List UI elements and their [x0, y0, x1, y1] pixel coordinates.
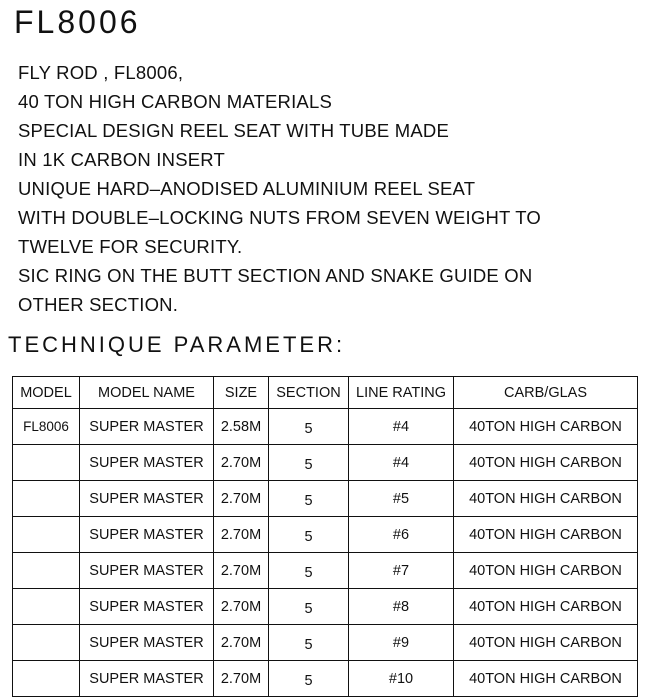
model-cell: FL8006 — [13, 409, 80, 445]
section-cell: 5 — [269, 517, 349, 553]
carb-glas-cell: 40TON HIGH CARBON — [454, 553, 638, 589]
feature-line: TWELVE FOR SECURITY. — [18, 236, 243, 257]
section-heading: TECHNIQUE PARAMETER: — [8, 332, 346, 357]
model-cell — [13, 589, 80, 625]
page-title: FL8006 — [14, 4, 141, 40]
size-cell: 2.70M — [214, 661, 269, 697]
line-rating-cell: #5 — [349, 481, 454, 517]
size-cell: 2.70M — [214, 445, 269, 481]
model-name-cell: SUPER MASTER — [80, 481, 214, 517]
section-cell: 5 — [269, 661, 349, 697]
line-rating-cell: #4 — [349, 445, 454, 481]
parameter-table — [12, 376, 638, 697]
feature-list — [18, 58, 541, 319]
feature-line: WITH DOUBLE–LOCKING NUTS FROM SEVEN WEIGHT TO — [18, 207, 541, 228]
carb-glas-cell: 40TON HIGH CARBON — [454, 409, 638, 445]
carb-glas-cell: 40TON HIGH CARBON — [454, 517, 638, 553]
table-header-row — [13, 377, 638, 409]
feature-line: 40 TON HIGH CARBON MATERIALS — [18, 91, 333, 112]
model-cell — [13, 625, 80, 661]
carb-glas-cell: 40TON HIGH CARBON — [454, 481, 638, 517]
model-name-cell: SUPER MASTER — [80, 625, 214, 661]
table-row — [13, 661, 638, 697]
column-header-section: SECTION — [269, 377, 349, 409]
size-cell: 2.70M — [214, 589, 269, 625]
section-cell: 5 — [269, 409, 349, 445]
section-cell: 5 — [269, 625, 349, 661]
feature-line: IN 1K CARBON INSERT — [18, 149, 226, 170]
model-cell — [13, 481, 80, 517]
carb-glas-cell: 40TON HIGH CARBON — [454, 661, 638, 697]
table-row — [13, 625, 638, 661]
table-row — [13, 589, 638, 625]
feature-line: FLY ROD , FL8006, — [18, 62, 184, 83]
model-cell — [13, 445, 80, 481]
column-header-model: MODEL — [13, 377, 80, 409]
table-row — [13, 517, 638, 553]
size-cell: 2.70M — [214, 517, 269, 553]
feature-line: UNIQUE HARD–ANODISED ALUMINIUM REEL SEAT — [18, 178, 476, 199]
model-name-cell: SUPER MASTER — [80, 409, 214, 445]
line-rating-cell: #8 — [349, 589, 454, 625]
feature-line: OTHER SECTION. — [18, 294, 179, 315]
table-row — [13, 553, 638, 589]
carb-glas-cell: 40TON HIGH CARBON — [454, 625, 638, 661]
size-cell: 2.70M — [214, 481, 269, 517]
section-cell: 5 — [269, 445, 349, 481]
size-cell: 2.70M — [214, 553, 269, 589]
size-cell: 2.70M — [214, 625, 269, 661]
line-rating-cell: #10 — [349, 661, 454, 697]
model-name-cell: SUPER MASTER — [80, 553, 214, 589]
column-header-line-rating: LINE RATING — [349, 377, 454, 409]
carb-glas-cell: 40TON HIGH CARBON — [454, 589, 638, 625]
feature-line: SIC RING ON THE BUTT SECTION AND SNAKE GUIDE ON — [18, 265, 533, 286]
model-cell — [13, 517, 80, 553]
section-cell: 5 — [269, 481, 349, 517]
model-name-cell: SUPER MASTER — [80, 517, 214, 553]
model-name-cell: SUPER MASTER — [80, 445, 214, 481]
model-cell — [13, 661, 80, 697]
table-row — [13, 481, 638, 517]
column-header-model-name: MODEL NAME — [80, 377, 214, 409]
model-name-cell: SUPER MASTER — [80, 661, 214, 697]
size-cell: 2.58M — [214, 409, 269, 445]
carb-glas-cell: 40TON HIGH CARBON — [454, 445, 638, 481]
model-name-cell: SUPER MASTER — [80, 589, 214, 625]
column-header-size: SIZE — [214, 377, 269, 409]
feature-line: SPECIAL DESIGN REEL SEAT WITH TUBE MADE — [18, 120, 449, 141]
model-cell — [13, 553, 80, 589]
table-row — [13, 409, 638, 445]
line-rating-cell: #6 — [349, 517, 454, 553]
line-rating-cell: #9 — [349, 625, 454, 661]
section-cell: 5 — [269, 553, 349, 589]
line-rating-cell: #7 — [349, 553, 454, 589]
line-rating-cell: #4 — [349, 409, 454, 445]
section-cell: 5 — [269, 589, 349, 625]
column-header-carb-glas: CARB/GLAS — [454, 377, 638, 409]
table-row — [13, 445, 638, 481]
